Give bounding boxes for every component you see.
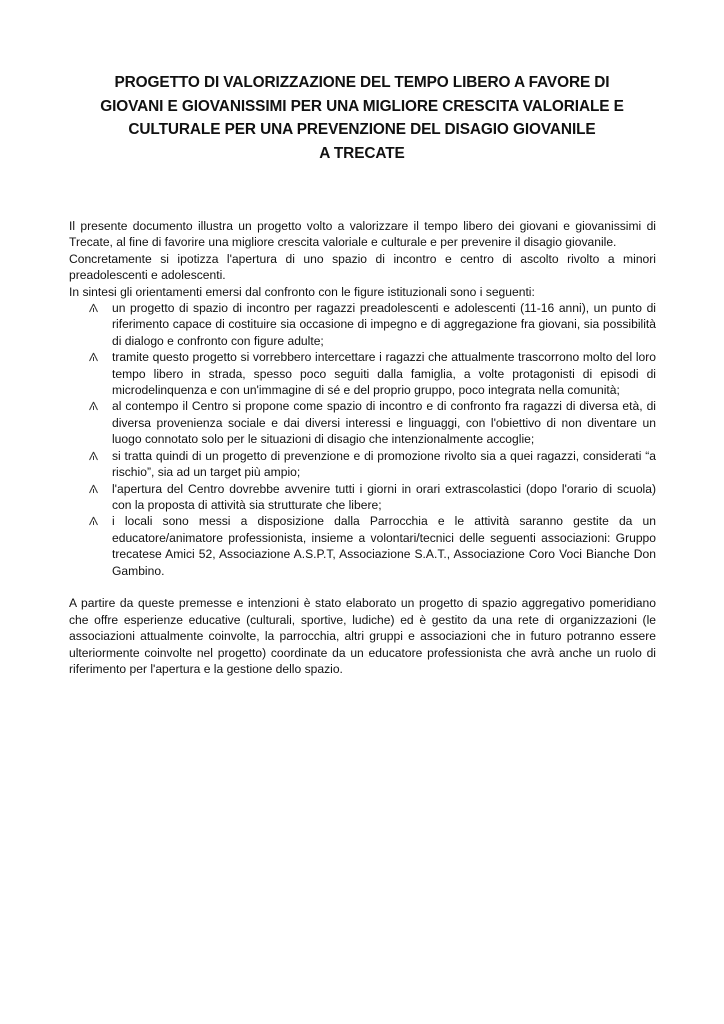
list-item [69, 448, 656, 481]
list-item [69, 300, 656, 349]
wingdings-bullet-icon [88, 516, 99, 526]
title-line-3: CULTURALE PER UNA PREVENZIONE DEL DISAGIO GIOVANILE [128, 121, 596, 138]
list-item [69, 349, 656, 398]
intro-paragraph: In sintesi gli orientamenti emersi dal confronto con le figure istituzionali sono i seguenti: [69, 284, 535, 299]
orientations-list [69, 300, 656, 579]
title-line-4: A TRECATE [319, 144, 405, 162]
wingdings-bullet-icon [88, 484, 99, 494]
document-title [60, 71, 664, 165]
list-item-text: i locali sono messi a disposizione dalla Parrocchia e le attività saranno gestite da un educatore/animatore professionista, insieme a volontari/tecnici delle seguenti associazioni: Gruppo trecatese Amici 52, Associazione A.S.P.T, Associazione S.A.T., Associazione Coro Voci Bianche Don Gambino. [112, 514, 656, 578]
list-item [69, 398, 656, 447]
list-item-text: un progetto di spazio di incontro per ragazzi preadolescenti e adolescenti (11-16 anni), un punto di riferimento capace di costituire sia occasione di impegno e di aggregazione fra giovani, sia possibilità di dialogo e confronto con figure adulte; [112, 301, 656, 348]
wingdings-bullet-icon [88, 401, 99, 411]
wingdings-bullet-icon [88, 451, 99, 461]
list-item [69, 513, 656, 579]
title-line-2: GIOVANI E GIOVANISSIMI PER UNA MIGLIORE CRESCITA VALORIALE E [100, 97, 624, 115]
intro-paragraph: Il presente documento illustra un progetto volto a valorizzare il tempo libero dei giovani e giovanissimi di Trecate, al fine di favorire una migliore crescita valoriale e culturale e per prevenire il disagio giovanile. [69, 219, 656, 250]
list-item [69, 481, 656, 514]
title-line-1: PROGETTO DI VALORIZZAZIONE DEL TEMPO LIBERO A FAVORE DI [114, 74, 610, 91]
list-item-text: l'apertura del Centro dovrebbe avvenire tutti i giorni in orari extrascolastici (dopo l'orario di scuola) con la proposta di attività sia strutturate che libere; [112, 481, 656, 512]
wingdings-bullet-icon [88, 303, 99, 313]
document-body [69, 218, 656, 677]
list-item-text: tramite questo progetto si vorrebbero intercettare i ragazzi che attualmente trascorrono molto del loro tempo libero in strada, spesso poco seguiti dalla famiglia, a volte protagonisti di episodi di microdelinquenza e con un'immagine di sé e del proprio gruppo, poco integrata nella comunità; [112, 350, 656, 398]
closing-paragraph: A partire da queste premesse e intenzioni è stato elaborato un progetto di spazio aggregativo pomeridiano che offre esperienze educative (culturali, sportive, ludiche) ed è gestito da una rete di organizzazioni (le associazioni attualmente coinvolte, la parrocchia, altri gruppi e associazioni che in futuro potranno essere ulteriormente coinvolte nel progetto) coordinate da un educatore professionista che avrà anche un ruolo di riferimento per l'apertura e la gestione dello spazio. [69, 596, 656, 676]
list-item-text: al contempo il Centro si propone come spazio di incontro e di confronto fra ragazzi di diversa età, di diversa provenienza sociale e dai diversi interessi e linguaggi, con l'obiettivo di non diventare un luogo connotato solo per le situazioni di disagio che intenzionalmente accoglie; [112, 399, 656, 447]
intro-paragraph: Concretamente si ipotizza l'apertura di uno spazio di incontro e centro di ascolto rivolto a minori preadolescenti e adolescenti. [69, 251, 656, 283]
list-item-text: si tratta quindi di un progetto di prevenzione e di promozione rivolto sia a quei ragazzi, considerati “a rischio”, sia ad un target più ampio; [112, 448, 656, 480]
wingdings-bullet-icon [88, 352, 99, 362]
